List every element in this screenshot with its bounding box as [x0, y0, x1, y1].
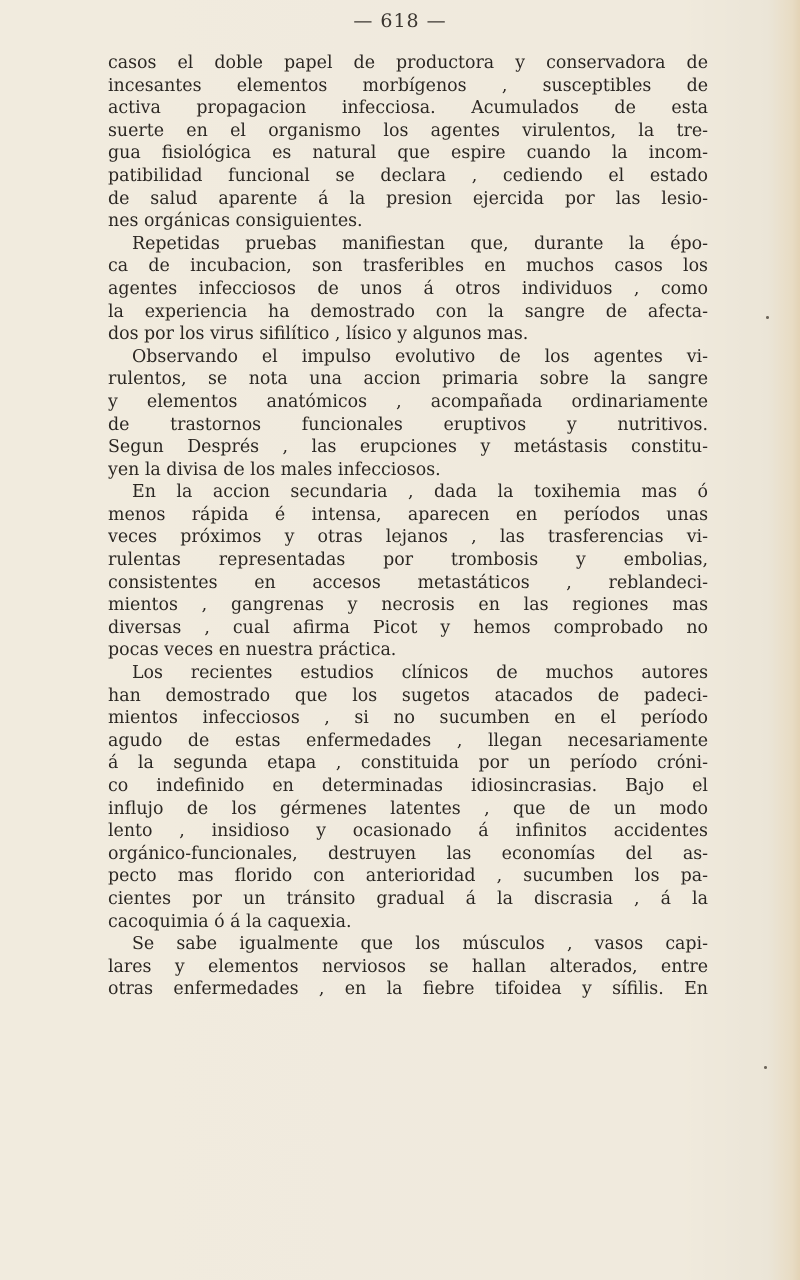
text-line: co indefinido en determinadas idiosincrasias. Bajo el: [108, 776, 708, 796]
text-line: mientos infecciosos , si no sucumben en el período: [108, 708, 708, 729]
text-line: cientes por un tránsito gradual á la discrasia , á la: [108, 888, 708, 909]
text-line: dos por los virus sifilítico , lísico y algunos mas.: [108, 324, 529, 345]
text-line: diversas , cual afirma Picot y hemos comprobado no: [108, 617, 708, 638]
text-line: Observando el impulso evolutivo de los agentes vi-: [132, 346, 708, 367]
text-line: de salud aparente á la presion ejercida por las lesio-: [108, 188, 708, 209]
text-line: casos el doble papel de productora y conservadora de: [108, 53, 708, 73]
text-line: cacoquimia ó á la caquexia.: [108, 911, 352, 932]
text-line: pecto mas florido con anterioridad , sucumben los pa-: [108, 866, 708, 887]
text-line: han demostrado que los sugetos atacados de padeci-: [108, 685, 708, 706]
text-line: á la segunda etapa , constituida por un período cróni-: [108, 753, 708, 774]
text-line: y elementos anatómicos , acompañada ordinariamente: [108, 391, 708, 412]
text-line: veces próximos y otras lejanos , las trasferencias vi-: [108, 527, 708, 548]
text-line: pocas veces en nuestra práctica.: [108, 640, 397, 661]
text-line: nes orgánicas consiguientes.: [108, 211, 363, 232]
text-line: gua fisiológica es natural que espire cuando la incom-: [108, 143, 708, 164]
text-line: rulentos, se nota una accion primaria sobre la sangre: [108, 369, 708, 390]
text-line: rulentas representadas por trombosis y embolias,: [108, 550, 708, 571]
page-number: — 618 —: [353, 10, 447, 32]
text-line: Segun Després , las erupciones y metástasis constitu-: [108, 437, 708, 458]
text-line: lento , insidioso y ocasionado á infinitos accidentes: [108, 821, 708, 842]
text-line: En la accion secundaria , dada la toxihemia mas ó: [132, 482, 708, 503]
text-line: activa propagacion infecciosa. Acumulados de esta: [108, 98, 708, 119]
text-line: agentes infecciosos de unos á otros individuos , como: [108, 278, 708, 299]
text-line: consistentes en accesos metastáticos , reblandeci-: [108, 572, 708, 593]
paper-speck: [764, 1066, 767, 1069]
text-line: incesantes elementos morbígenos , susceptibles de: [108, 75, 708, 96]
text-line: suerte en el organismo los agentes virulentos, la tre-: [108, 120, 708, 141]
text-line: influjo de los gérmenes latentes , que de un modo: [108, 798, 708, 819]
text-line: menos rápida é intensa, aparecen en períodos unas: [108, 504, 708, 525]
paper-speck: [766, 316, 769, 319]
text-line: la experiencia ha demostrado con la sangre de afecta-: [108, 301, 708, 322]
body-text: [108, 52, 708, 1001]
text-line: yen la divisa de los males infecciosos.: [108, 459, 441, 480]
text-line: orgánico-funcionales, destruyen las economías del as-: [108, 843, 708, 864]
text-line: Se sabe igualmente que los músculos , vasos capi-: [132, 934, 708, 955]
text-line: Repetidas pruebas manifiestan que, durante la épo-: [132, 233, 708, 254]
text-line: Los recientes estudios clínicos de muchos autores: [132, 663, 708, 684]
text-line: ca de incubacion, son trasferibles en muchos casos los: [108, 256, 708, 277]
text-line: mientos , gangrenas y necrosis en las regiones mas: [108, 595, 708, 616]
text-line: agudo de estas enfermedades , llegan necesariamente: [108, 730, 708, 751]
text-line: de trastornos funcionales eruptivos y nutritivos.: [108, 414, 708, 435]
text-line: lares y elementos nerviosos se hallan alterados, entre: [108, 956, 708, 977]
text-line: otras enfermedades , en la fiebre tifoidea y sífilis. En: [108, 979, 708, 1000]
text-line: patibilidad funcional se declara , cediendo el estado: [108, 165, 708, 186]
